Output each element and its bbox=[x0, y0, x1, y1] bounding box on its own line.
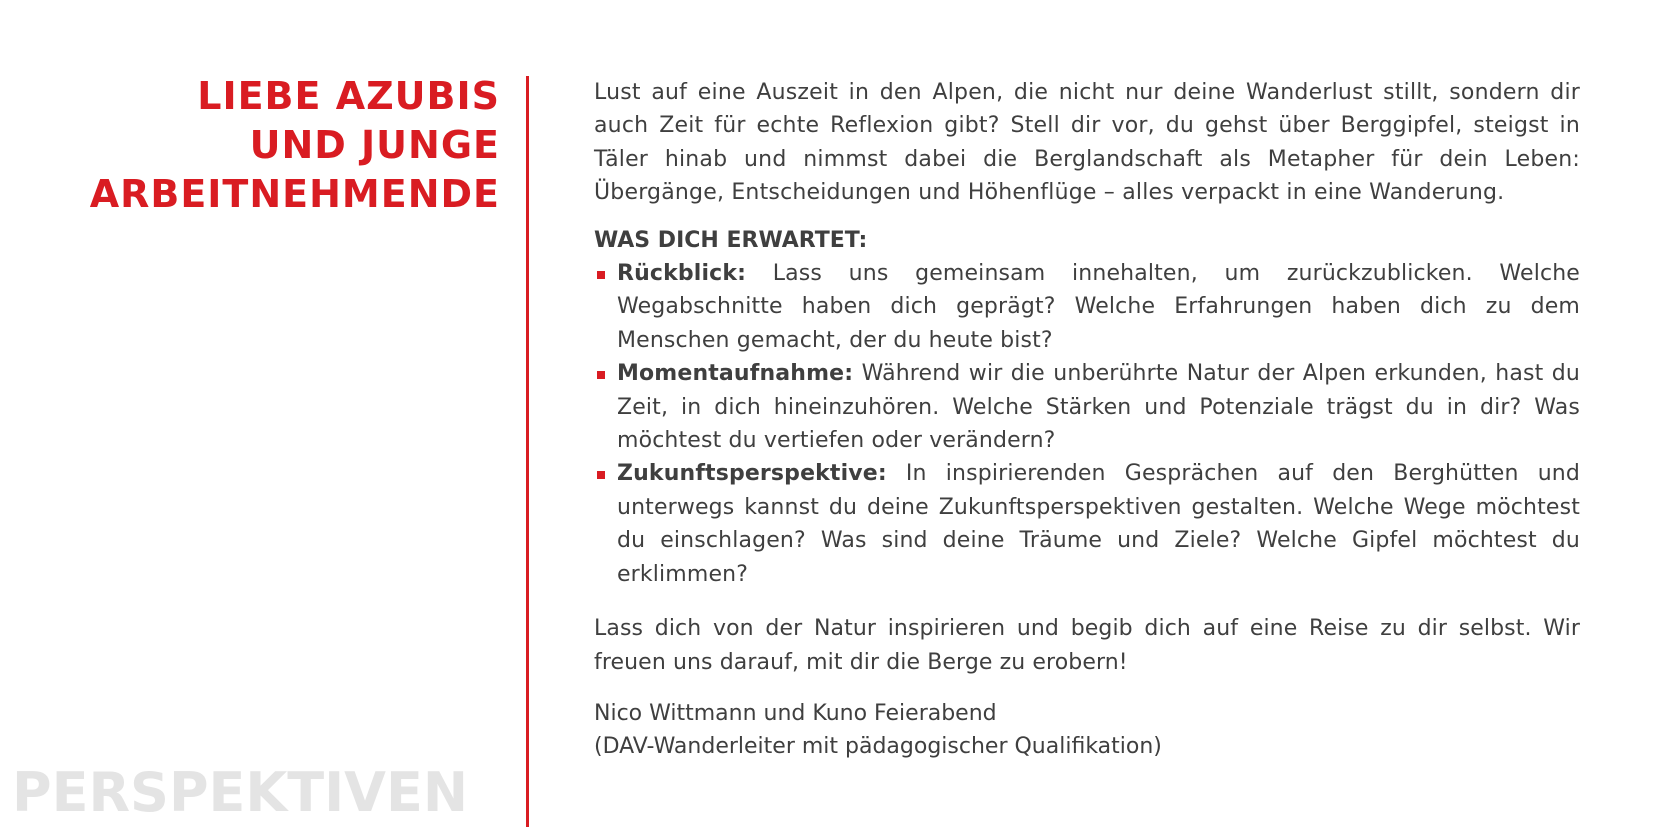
closing-paragraph: Lass dich von der Natur inspirieren und begib dich auf eine Reise zu dir selbst. Wir freuen uns darauf, mit dir die Berge zu erobern! bbox=[594, 616, 1580, 675]
expect-list bbox=[594, 257, 1580, 591]
bullet-square-icon bbox=[597, 371, 605, 379]
heading-line-3: ARBEITNEHMENDE bbox=[89, 172, 500, 216]
list-item-text: Lass uns gemeinsam innehalten, um zurückzublicken. Welche Wegabschnitte haben dich geprägt? Welche Erfahrungen haben dich zu dem Menschen gemacht, der du heute bist? bbox=[617, 261, 1580, 353]
signature-names: Nico Wittmann und Kuno Feierabend bbox=[594, 700, 997, 726]
watermark-text: PERSPEKTIVEN bbox=[12, 761, 469, 824]
heading-line-2: UND JUNGE bbox=[249, 123, 500, 167]
list-item bbox=[594, 357, 1580, 457]
page-heading bbox=[0, 72, 500, 219]
bullet-square-icon bbox=[597, 271, 605, 279]
main-content bbox=[594, 76, 1580, 764]
list-item bbox=[594, 257, 1580, 357]
list-item-label: Rückblick: bbox=[617, 261, 747, 287]
list-item bbox=[594, 457, 1580, 591]
heading-line-1: LIEBE AZUBIS bbox=[197, 74, 500, 118]
list-item-text: In inspirierenden Gesprächen auf den Berghütten und unterwegs kannst du deine Zukunftsperspektiven gestalten. Welche Wege möchtest du einschlagen? Was sind deine Träume und Ziele? Welche Gipfel möchtest du erklimmen? bbox=[617, 461, 1580, 587]
list-item-text: Während wir die unberührte Natur der Alpen erkunden, hast du Zeit, in dich hineinzuhören. Welche Stärken und Potenziale trägst du in dir? Was möchtest du vertiefen oder verändern? bbox=[617, 361, 1580, 454]
bullet-square-icon bbox=[597, 471, 605, 479]
list-item-label: Momentaufnahme: bbox=[617, 361, 854, 387]
vertical-divider bbox=[526, 76, 529, 827]
intro-paragraph: Lust auf eine Auszeit in den Alpen, die nicht nur deine Wanderlust stillt, sondern dir auch Zeit für echte Reflexion gibt? Stell dir vor, du gehst über Berggipfel, steigst in Täler hinab und nimmst dabei die Berglandschaft als Metapher für dein Leben: Übergänge, Entscheidungen und Höhenflüge – alles verpackt in eine Wanderung. bbox=[594, 80, 1580, 206]
signature-role: (DAV-Wanderleiter mit pädagogischer Qualifikation) bbox=[594, 734, 1162, 760]
section-title: WAS DICH ERWARTET: bbox=[594, 227, 868, 253]
list-item-label: Zukunftsperspektive: bbox=[617, 461, 887, 487]
